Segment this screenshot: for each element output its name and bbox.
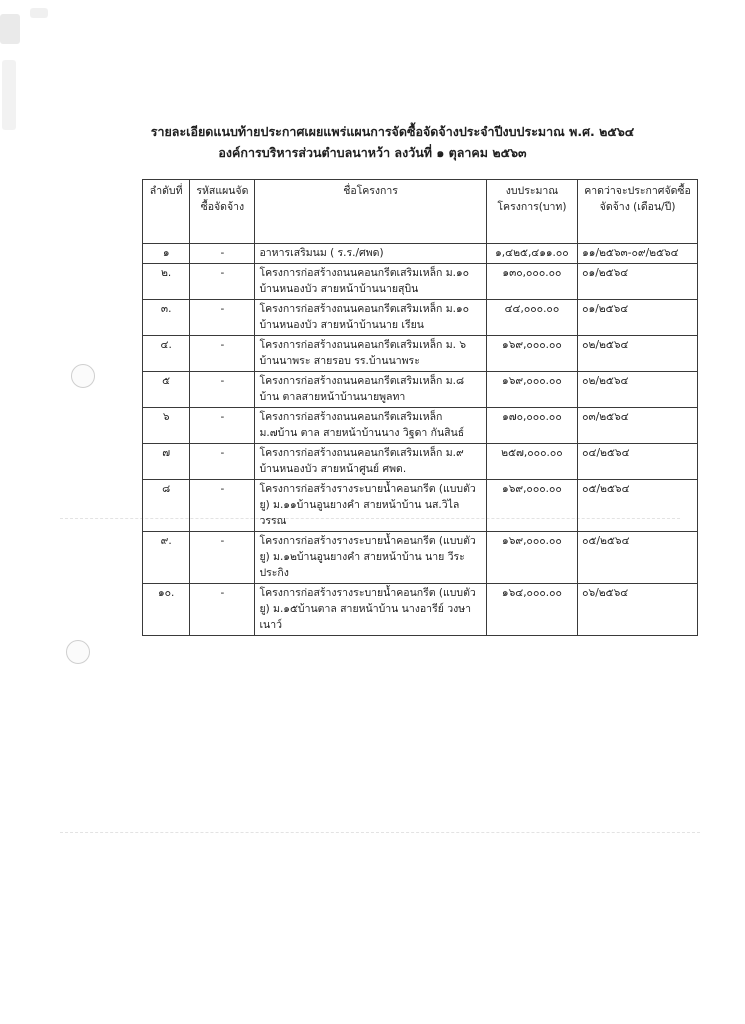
scan-smudge <box>0 14 20 44</box>
row-budget: ๑๗๐,๐๐๐.๐๐ <box>486 408 577 444</box>
row-project-name: โครงการก่อสร้างถนนคอนกรีตเสริมเหล็ก ม.๗บ้าน ตาล สายหน้าบ้านนาง วิฐดา กันสินธ์ <box>255 408 486 444</box>
table-header-row <box>143 180 698 244</box>
row-project-name: โครงการก่อสร้างรางระบายน้ำคอนกรีต (แบบตัว ยู) ม.๑๒บ้านอูนยางคำ สายหน้าบ้าน นาย วีระ ประกิง <box>255 532 486 584</box>
row-plan-code: - <box>190 444 255 480</box>
scan-line <box>60 832 700 833</box>
row-plan-code: - <box>190 264 255 300</box>
table-row <box>143 336 698 372</box>
row-no: ๑๐. <box>143 584 190 636</box>
row-budget: ๑๖๙,๐๐๐.๐๐ <box>486 532 577 584</box>
row-project-name: โครงการก่อสร้างรางระบายน้ำคอนกรีต (แบบตัว ยู) ม.๑๑บ้านอูนยางคำ สายหน้าบ้าน นส.วิไล วรรณ <box>255 480 486 532</box>
row-budget: ๑๖๔,๐๐๐.๐๐ <box>486 584 577 636</box>
table-row <box>143 244 698 264</box>
table-row <box>143 300 698 336</box>
row-project-name: โครงการก่อสร้างถนนคอนกรีตเสริมเหล็ก ม. ๖ บ้านนาพระ สายรอบ รร.บ้านนาพระ <box>255 336 486 372</box>
row-no: ๗ <box>143 444 190 480</box>
document-title: รายละเอียดแนบท้ายประกาศเผยแพร่แผนการจัดซื้อจัดจ้างประจำปีงบประมาณ พ.ศ. ๒๕๖๔ <box>150 124 635 139</box>
row-plan-code: - <box>190 336 255 372</box>
table-row <box>143 584 698 636</box>
punch-hole <box>71 364 95 388</box>
header-plan-code: รหัสแผนจัดซื้อจัดจ้าง <box>190 180 255 244</box>
row-announce-date: ๑๑/๒๕๖๓-๐๙/๒๕๖๔ <box>578 244 698 264</box>
row-plan-code: - <box>190 532 255 584</box>
row-project-name: โครงการก่อสร้างถนนคอนกรีตเสริมเหล็ก ม.๑๐ บ้านหนองบัว สายหน้าบ้านนาย เรียน <box>255 300 486 336</box>
procurement-plan-table <box>142 179 698 636</box>
row-no: ๙. <box>143 532 190 584</box>
scan-smudge <box>30 8 48 18</box>
punch-hole <box>66 640 90 664</box>
row-project-name: อาหารเสริมนม ( ร.ร./ศพด) <box>255 244 486 264</box>
row-budget: ๒๕๗,๐๐๐.๐๐ <box>486 444 577 480</box>
row-announce-date: ๐๕/๒๕๖๔ <box>578 532 698 584</box>
row-no: ๑ <box>143 244 190 264</box>
row-announce-date: ๐๒/๒๕๖๔ <box>578 336 698 372</box>
row-budget: ๔๔,๐๐๐.๐๐ <box>486 300 577 336</box>
row-budget: ๑,๔๒๕,๔๑๑.๐๐ <box>486 244 577 264</box>
row-no: ๖ <box>143 408 190 444</box>
row-plan-code: - <box>190 408 255 444</box>
table-row <box>143 532 698 584</box>
row-announce-date: ๐๑/๒๕๖๔ <box>578 300 698 336</box>
row-project-name: โครงการก่อสร้างถนนคอนกรีตเสริมเหล็ก ม.๙ บ้านหนองบัว สายหน้าศูนย์ ศพด. <box>255 444 486 480</box>
row-no: ๔. <box>143 336 190 372</box>
table-row <box>143 480 698 532</box>
document-subtitle: องค์การบริหารส่วนตำบลนาหว้า ลงวันที่ ๑ ตุลาคม ๒๕๖๓ <box>218 145 527 160</box>
row-plan-code: - <box>190 584 255 636</box>
row-no: ๓. <box>143 300 190 336</box>
row-project-name: โครงการก่อสร้างรางระบายน้ำคอนกรีต (แบบตัว ยู) ม.๑๕บ้านตาล สายหน้าบ้าน นางอารีย์ วงษา เนาว์ <box>255 584 486 636</box>
row-plan-code: - <box>190 480 255 532</box>
row-project-name: โครงการก่อสร้างถนนคอนกรีตเสริมเหล็ก ม.๘ บ้าน ตาลสายหน้าบ้านนายพูลทา <box>255 372 486 408</box>
row-no: ๕ <box>143 372 190 408</box>
header-budget: งบประมาณโครงการ(บาท) <box>486 180 577 244</box>
table-row <box>143 264 698 300</box>
table-row <box>143 444 698 480</box>
scan-smudge <box>2 60 16 130</box>
row-plan-code: - <box>190 372 255 408</box>
row-announce-date: ๐๕/๒๕๖๔ <box>578 480 698 532</box>
table-row <box>143 372 698 408</box>
row-announce-date: ๐๓/๒๕๖๔ <box>578 408 698 444</box>
row-no: ๘ <box>143 480 190 532</box>
row-announce-date: ๐๔/๒๕๖๔ <box>578 444 698 480</box>
row-budget: ๑๖๙,๐๐๐.๐๐ <box>486 480 577 532</box>
header-no: ลำดับที่ <box>143 180 190 244</box>
header-announce-date: คาดว่าจะประกาศจัดซื้อจัดจ้าง (เดือน/ปี) <box>578 180 698 244</box>
row-budget: ๑๖๙,๐๐๐.๐๐ <box>486 336 577 372</box>
header-project-name: ชื่อโครงการ <box>255 180 486 244</box>
row-budget: ๑๓๐,๐๐๐.๐๐ <box>486 264 577 300</box>
row-no: ๒. <box>143 264 190 300</box>
row-budget: ๑๖๙,๐๐๐.๐๐ <box>486 372 577 408</box>
row-announce-date: ๐๖/๒๕๖๔ <box>578 584 698 636</box>
row-plan-code: - <box>190 300 255 336</box>
row-plan-code: - <box>190 244 255 264</box>
row-announce-date: ๐๒/๒๕๖๔ <box>578 372 698 408</box>
row-announce-date: ๐๑/๒๕๖๔ <box>578 264 698 300</box>
row-project-name: โครงการก่อสร้างถนนคอนกรีตเสริมเหล็ก ม.๑๐ บ้านหนองบัว สายหน้าบ้านนายสุบิน <box>255 264 486 300</box>
table-row <box>143 408 698 444</box>
